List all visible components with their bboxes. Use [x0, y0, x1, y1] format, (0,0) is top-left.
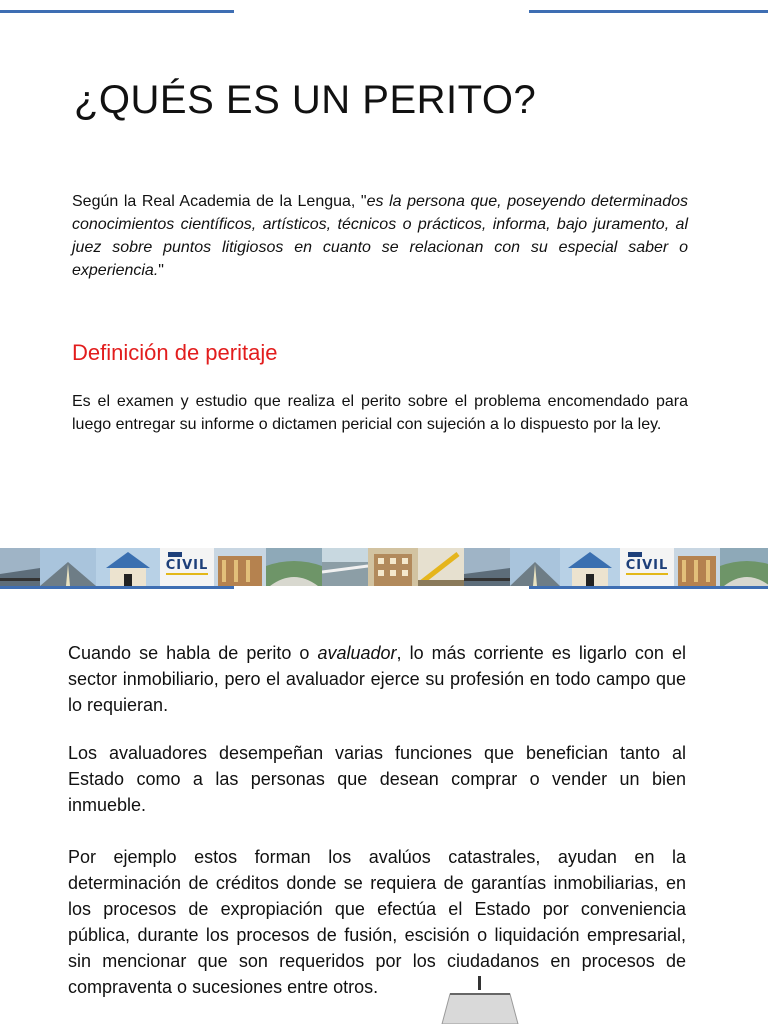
examples-paragraph: Por ejemplo estos forman los avalúos catastrales, ayudan en la determinación de créditos donde se requiera de garantías inmobiliarias, en los procesos de expropiación que efectúa el Estado por conveniencia pública, durante los procesos de fusión, escisión o liquidación empresarial, sin mencionar que son requeridos por los ciudadanos en procesos de compraventa o sucesiones entre otros. [68, 847, 686, 997]
rae-definition-paragraph [72, 190, 688, 282]
logo-mark [168, 552, 182, 557]
house-photo [96, 548, 160, 586]
civil-logo [160, 548, 214, 586]
top-left-rule [0, 10, 234, 13]
slide-title: ¿QUÉS ES UN PERITO? [74, 78, 537, 122]
avaluador-paragraph [68, 640, 686, 718]
quote-intro: Según la Real Academia de la Lengua, " [72, 193, 367, 210]
road-photo [266, 548, 322, 586]
p1-italic: avaluador [317, 643, 397, 663]
logo-text: CIVIL [165, 558, 209, 573]
civil-logo-2 [620, 548, 674, 586]
house-photo-2 [560, 548, 620, 586]
highway-photo-2 [510, 548, 560, 586]
construction-photo-2 [674, 548, 720, 586]
slide-2 [0, 586, 768, 1024]
dam-spillway-photo [322, 548, 368, 586]
quote-close: " [158, 262, 164, 279]
top-right-rule [529, 10, 768, 13]
signboard-illustration [436, 976, 524, 1024]
crane-photo [418, 548, 464, 586]
p1-after: , lo más corriente es ligarlo con el sector inmobiliario, pero el avaluador ejerce su profesión en todo campo que lo requieran. [68, 643, 686, 715]
dam-photo [0, 548, 40, 586]
highway-photo [40, 548, 96, 586]
slide2-right-rule [529, 586, 768, 589]
dam-photo-2 [464, 548, 510, 586]
p1-before: Cuando se habla de perito o [68, 643, 318, 663]
logo-mark-2 [628, 552, 642, 557]
road-photo-2 [720, 548, 768, 586]
quote-text: es la persona que, poseyendo determinados conocimientos científicos, artísticos, técnicos o prácticos, informa, bajo juramento, al juez sobre puntos litigiosos en cuanto se relacionan con su especial saber o experiencia. [72, 193, 688, 279]
slide2-left-rule [0, 586, 234, 589]
building-photo [368, 548, 418, 586]
logo-text-2: CIVIL [625, 558, 669, 573]
functions-paragraph: Los avaluadores desempeñan varias funciones que benefician tanto al Estado como a las personas que desean comprar o vender un bien inmueble. [68, 743, 686, 815]
construction-photo [214, 548, 266, 586]
section-heading: Definición de peritaje [72, 340, 278, 365]
peritaje-definition-paragraph: Es el examen y estudio que realiza el perito sobre el problema encomendado para luego entregar su informe o dictamen pericial con sujeción a lo dispuesto por la ley. [72, 393, 688, 433]
photo-banner-strip [0, 548, 768, 586]
